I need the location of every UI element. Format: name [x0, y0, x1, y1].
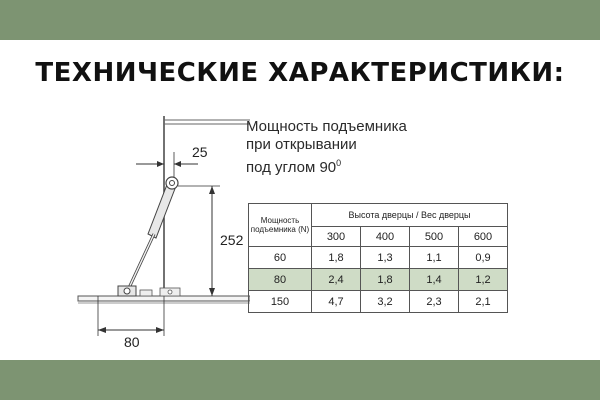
- row-power: 60: [249, 247, 312, 269]
- table-cell: 0,9: [459, 247, 508, 269]
- table-cell: 2,1: [459, 291, 508, 313]
- gas-strut: [118, 177, 180, 296]
- header-col-600: 600: [459, 227, 508, 247]
- degree-superscript: 0: [336, 158, 342, 168]
- table-cell: 1,8: [312, 247, 361, 269]
- caption-line-3: под углом $90^0$: [246, 158, 342, 176]
- header-door-size: Высота дверцы / Вес дверцы: [312, 204, 508, 227]
- table-cell: 2,3: [410, 291, 459, 313]
- lift-drawing: [70, 108, 250, 348]
- table-row: [249, 291, 508, 313]
- lift-diagram: [70, 108, 250, 348]
- header-col-400: 400: [361, 227, 410, 247]
- table-cell: 2,4: [312, 269, 361, 291]
- header-power: Мощность подъемника (N): [249, 204, 312, 247]
- table-cell: 1,2: [459, 269, 508, 291]
- table-header-row: [249, 204, 508, 227]
- table-cell: 1,4: [410, 269, 459, 291]
- row-power: 80: [249, 269, 312, 291]
- table-cell: 1,3: [361, 247, 410, 269]
- table-row-highlighted: [249, 269, 508, 291]
- dim-label-80: 80: [124, 334, 140, 350]
- table-cell: 1,1: [410, 247, 459, 269]
- lift-power-caption: [246, 118, 407, 177]
- spec-table: [248, 203, 508, 313]
- dim-label-252: 252: [220, 232, 244, 248]
- header-col-300: 300: [312, 227, 361, 247]
- caption-line-2: при открывании: [246, 136, 357, 153]
- table-row: [249, 247, 508, 269]
- table-cell: 3,2: [361, 291, 410, 313]
- dim-label-25: 25: [192, 144, 208, 160]
- table-cell: 1,8: [361, 269, 410, 291]
- page-title: ТЕХНИЧЕСКИЕ ХАРАКТЕРИСТИКИ:: [35, 58, 565, 88]
- table-cell: 4,7: [312, 291, 361, 313]
- caption-line-1: Мощность подъемника: [246, 118, 407, 135]
- header-col-500: 500: [410, 227, 459, 247]
- row-power: 150: [249, 291, 312, 313]
